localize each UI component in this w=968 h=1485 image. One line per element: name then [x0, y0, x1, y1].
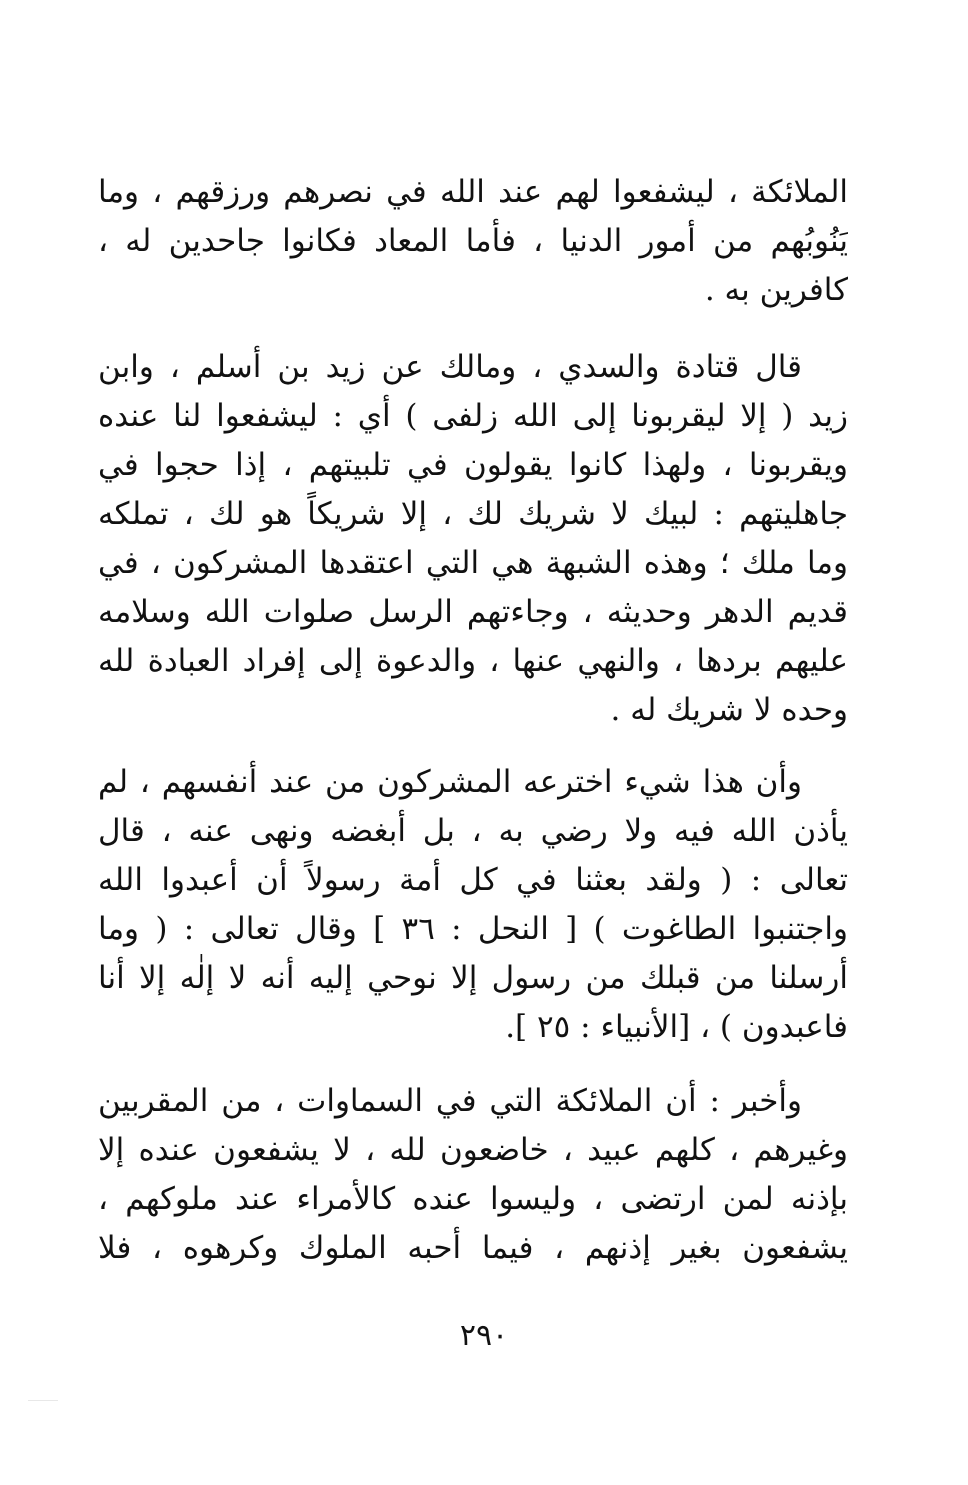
text-line: وأخبر : أن الملائكة التي في السماوات ، من المقربين	[98, 1083, 802, 1119]
text-line: وأن هذا شيء اخترعه المشركون من عند أنفسهم ، لم	[98, 764, 802, 800]
text-line: يشفعون بغير إذنهم ، فيما أحبه الملوك وكرهوه ، فلا	[98, 1230, 848, 1266]
text-line: تعالى : ( ولقد بعثنا في كل أمة رسولاً أن أعبدوا الله	[98, 862, 848, 898]
text-line: الملائكة ، ليشفعوا لهم عند الله في نصرهم ورزقهم ، وما	[98, 174, 848, 210]
paragraph-1	[98, 168, 848, 315]
text-line: قال قتادة والسدي ، ومالك عن زيد بن أسلم ، وابن	[98, 349, 802, 385]
text-line: وما ملك ؛ وهذه الشبهة هي التي اعتقدها المشركون ، في	[98, 545, 848, 581]
text-line: زيد ( إلا ليقربونا إلى الله زلفى ) أي : ليشفعوا لنا عنده	[98, 398, 848, 434]
text-line: وحده لا شريك له .	[610, 692, 848, 728]
text-line: يَنُوبُهم من أمور الدنيا ، فأما المعاد فكانوا جاحدين له ،	[98, 223, 848, 259]
text-line: جاهليتهم : لبيك لا شريك لك ، إلا شريكاً هو لك ، تملكه	[98, 496, 848, 532]
text-line: قديم الدهر وحديثه ، وجاءتهم الرسل صلوات الله وسلامه	[98, 594, 848, 630]
paragraph-2	[98, 343, 848, 735]
text-line: واجتنبوا الطاغوت ) [ النحل : ٣٦ ] وقال تعالى : ( وما	[98, 911, 848, 947]
paragraph-3	[98, 758, 848, 1052]
text-line: عليهم بردها ، والنهي عنها ، والدعوة إلى إفراد العبادة لله	[98, 643, 848, 679]
text-line: كافرين به .	[704, 272, 848, 308]
text-line: أرسلنا من قبلك من رسول إلا نوحي إليه أنه لا إلٰه إلا أنا	[98, 960, 848, 996]
text-line: فاعبدون ) ، [الأنبياء : ٢٥ ].	[505, 1009, 848, 1045]
text-line: ويقربونا ، ولهذا كانوا يقولون في تلبيتهم ، إذا حجوا في	[98, 447, 848, 483]
page-number: ٢٩٠	[459, 1318, 509, 1353]
scan-artifact	[28, 1400, 58, 1401]
paragraph-4	[98, 1077, 848, 1273]
text-line: بإذنه لمن ارتضى ، وليسوا عنده كالأمراء عند ملوكهم ،	[98, 1181, 848, 1217]
text-line: وغيرهم ، كلهم عبيد ، خاضعون لله ، لا يشفعون عنده إلا	[98, 1132, 848, 1168]
text-line: يأذن الله فيه ولا رضي به ، بل أبغضه ونهى عنه ، قال	[98, 813, 848, 849]
